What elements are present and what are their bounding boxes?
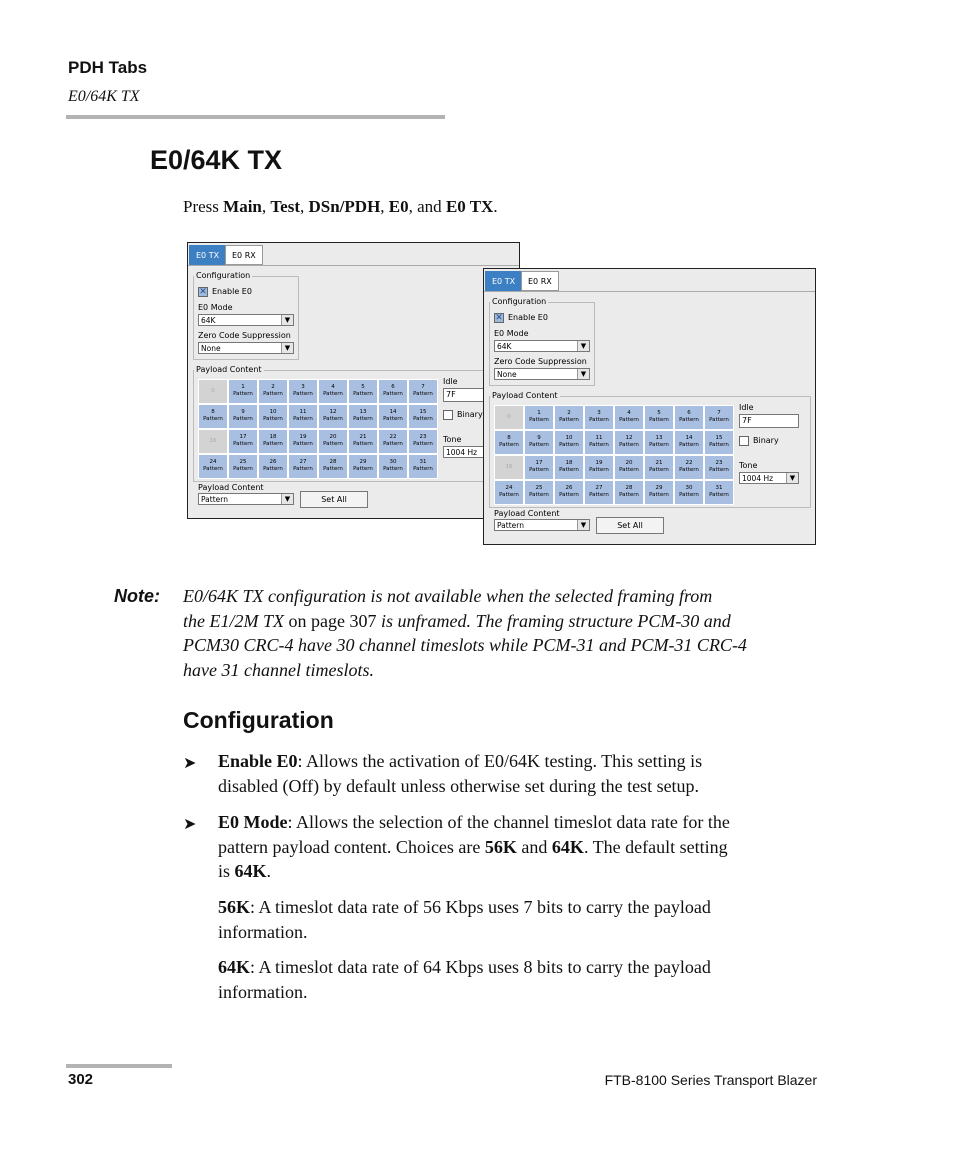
e0-tx-window-back — [187, 242, 520, 519]
footer-rule — [66, 1064, 172, 1068]
timeslot-cell-25[interactable]: 25 Pattern — [228, 454, 258, 479]
idle-label: Idle — [443, 377, 458, 386]
chevron-down-icon: ▼ — [281, 494, 293, 504]
timeslot-grid — [494, 405, 734, 505]
binary-checkbox[interactable] — [443, 410, 453, 420]
running-header-section: PDH Tabs — [68, 58, 148, 77]
timeslot-cell-17[interactable]: 17 Pattern — [228, 429, 258, 454]
timeslot-cell-2[interactable]: 2 Pattern — [554, 405, 584, 430]
timeslot-cell-27[interactable]: 27 Pattern — [584, 480, 614, 505]
tab-e0-tx[interactable]: E0 TX — [485, 271, 522, 291]
chevron-down-icon: ▼ — [577, 341, 589, 351]
timeslot-cell-21[interactable]: 21 Pattern — [644, 455, 674, 480]
timeslot-cell-15[interactable]: 15 Pattern — [408, 404, 438, 429]
zero-code-suppression-label: Zero Code Suppression — [494, 357, 587, 366]
timeslot-cell-9[interactable]: 9 Pattern — [228, 404, 258, 429]
timeslot-cell-0-disabled: 0 — [198, 379, 228, 404]
56k-description: 56K: A timeslot data rate of 56 Kbps uses 7 bits to carry the payload information. — [218, 897, 711, 942]
running-header-subsection: E0/64K TX — [68, 88, 140, 105]
idle-input[interactable]: 7F — [443, 388, 503, 402]
tab-e0-rx[interactable]: E0 RX — [521, 271, 559, 291]
timeslot-cell-3[interactable]: 3 Pattern — [584, 405, 614, 430]
timeslot-cell-17[interactable]: 17 Pattern — [524, 455, 554, 480]
timeslot-cell-5[interactable]: 5 Pattern — [644, 405, 674, 430]
payload-content-group-label: Payload Content — [196, 365, 262, 374]
timeslot-cell-16-disabled: 16 — [494, 455, 524, 480]
timeslot-cell-10[interactable]: 10 Pattern — [258, 404, 288, 429]
timeslot-cell-29[interactable]: 29 Pattern — [348, 454, 378, 479]
note-text: E0/64K TX configuration is not available when the selected framing from the E1/2M TX on page 307 is unframed. The framing structure PCM-30 and PCM30 CRC-4 have 30 channel timeslots while PCM-31 and PCM-31 CRC-4 have 31 channel timeslots. — [183, 586, 747, 680]
tone-label: Tone — [739, 461, 758, 470]
chevron-down-icon: ▼ — [281, 315, 293, 325]
configuration-group-label: Configuration — [196, 271, 251, 280]
timeslot-cell-11[interactable]: 11 Pattern — [288, 404, 318, 429]
e0-mode-description: E0 Mode: Allows the selection of the channel timeslot data rate for the pattern payload content. Choices are 56K and 64K. The default setting is 64K. — [218, 812, 730, 881]
timeslot-cell-21[interactable]: 21 Pattern — [348, 429, 378, 454]
intro-paragraph: Press Main, Test, DSn/PDH, E0, and E0 TX. — [183, 197, 498, 216]
enable-e0-checkbox[interactable]: ✕ — [495, 313, 503, 323]
header-rule — [66, 115, 445, 119]
page-title: E0/64K TX — [150, 145, 283, 175]
e0-mode-select[interactable]: 64K ▼ — [198, 314, 294, 326]
timeslot-cell-20[interactable]: 20 Pattern — [318, 429, 348, 454]
timeslot-cell-8[interactable]: 8 Pattern — [198, 404, 228, 429]
timeslot-cell-9[interactable]: 9 Pattern — [524, 430, 554, 455]
idle-label: Idle — [739, 403, 754, 412]
64k-description: 64K: A timeslot data rate of 64 Kbps uses 8 bits to carry the payload information. — [218, 957, 711, 1002]
timeslot-cell-8[interactable]: 8 Pattern — [494, 430, 524, 455]
timeslot-cell-23[interactable]: 23 Pattern — [408, 429, 438, 454]
chevron-down-icon: ▼ — [786, 473, 798, 483]
timeslot-cell-4[interactable]: 4 Pattern — [318, 379, 348, 404]
timeslot-cell-19[interactable]: 19 Pattern — [288, 429, 318, 454]
timeslot-cell-13[interactable]: 13 Pattern — [348, 404, 378, 429]
timeslot-cell-18[interactable]: 18 Pattern — [554, 455, 584, 480]
payload-content-select[interactable]: Pattern ▼ — [198, 493, 294, 505]
timeslot-cell-22[interactable]: 22 Pattern — [378, 429, 408, 454]
tone-label: Tone — [443, 435, 462, 444]
tab-e0-rx[interactable]: E0 RX — [225, 245, 263, 265]
timeslot-cell-10[interactable]: 10 Pattern — [554, 430, 584, 455]
tab-divider — [484, 291, 815, 292]
enable-e0-label: Enable E0 — [212, 287, 252, 296]
timeslot-cell-14[interactable]: 14 Pattern — [674, 430, 704, 455]
timeslot-cell-24[interactable]: 24 Pattern — [198, 454, 228, 479]
timeslot-cell-26[interactable]: 26 Pattern — [258, 454, 288, 479]
e0-mode-label: E0 Mode — [494, 329, 529, 338]
binary-label: Binary — [457, 410, 483, 419]
timeslot-cell-28[interactable]: 28 Pattern — [614, 480, 644, 505]
bullet-arrow-icon: ➤ — [183, 755, 197, 772]
enable-e0-checkbox[interactable]: ✕ — [199, 287, 207, 297]
timeslot-grid — [198, 379, 438, 479]
timeslot-cell-29[interactable]: 29 Pattern — [644, 480, 674, 505]
timeslot-cell-3[interactable]: 3 Pattern — [288, 379, 318, 404]
e0-tx-window-front — [483, 268, 816, 545]
timeslot-cell-1[interactable]: 1 Pattern — [228, 379, 258, 404]
timeslot-cell-22[interactable]: 22 Pattern — [674, 455, 704, 480]
set-all-button[interactable]: Set All — [596, 517, 664, 534]
set-all-button[interactable]: Set All — [300, 491, 368, 508]
e0-mode-label: E0 Mode — [198, 303, 233, 312]
zero-code-suppression-select[interactable]: None ▼ — [198, 342, 294, 354]
timeslot-cell-19[interactable]: 19 Pattern — [584, 455, 614, 480]
timeslot-cell-25[interactable]: 25 Pattern — [524, 480, 554, 505]
configuration-group-label: Configuration — [492, 297, 547, 306]
binary-label: Binary — [753, 436, 779, 445]
timeslot-cell-23[interactable]: 23 Pattern — [704, 455, 734, 480]
timeslot-cell-14[interactable]: 14 Pattern — [378, 404, 408, 429]
timeslot-cell-27[interactable]: 27 Pattern — [288, 454, 318, 479]
chevron-down-icon: ▼ — [577, 520, 589, 530]
timeslot-cell-13[interactable]: 13 Pattern — [644, 430, 674, 455]
timeslot-cell-18[interactable]: 18 Pattern — [258, 429, 288, 454]
tone-select[interactable]: 1004 Hz ▼ — [739, 472, 799, 484]
payload-content-select[interactable]: Pattern ▼ — [494, 519, 590, 531]
tone-select[interactable]: 1004 Hz — [443, 446, 503, 458]
chevron-down-icon: ▼ — [577, 369, 589, 379]
timeslot-cell-20[interactable]: 20 Pattern — [614, 455, 644, 480]
tab-divider — [188, 265, 519, 266]
enable-e0-description: Enable E0: Allows the activation of E0/64K testing. This setting is disabled (Off) by default unless otherwise set during the test setup. — [218, 751, 703, 796]
timeslot-cell-11[interactable]: 11 Pattern — [584, 430, 614, 455]
timeslot-cell-6[interactable]: 6 Pattern — [378, 379, 408, 404]
tab-e0-tx[interactable]: E0 TX — [189, 245, 226, 265]
timeslot-cell-6[interactable]: 6 Pattern — [674, 405, 704, 430]
zero-code-suppression-select[interactable]: None ▼ — [494, 368, 590, 380]
timeslot-cell-15[interactable]: 15 Pattern — [704, 430, 734, 455]
idle-input[interactable]: 7F — [739, 414, 799, 428]
timeslot-cell-24[interactable]: 24 Pattern — [494, 480, 524, 505]
timeslot-cell-30[interactable]: 30 Pattern — [674, 480, 704, 505]
payload-content-label: Payload Content — [494, 509, 560, 518]
timeslot-cell-0-disabled: 0 — [494, 405, 524, 430]
timeslot-cell-31[interactable]: 31 Pattern — [408, 454, 438, 479]
timeslot-cell-12[interactable]: 12 Pattern — [318, 404, 348, 429]
timeslot-cell-1[interactable]: 1 Pattern — [524, 405, 554, 430]
page-number: 302 — [68, 1071, 94, 1088]
timeslot-cell-26[interactable]: 26 Pattern — [554, 480, 584, 505]
note-label: Note: — [114, 586, 160, 606]
timeslot-cell-31[interactable]: 31 Pattern — [704, 480, 734, 505]
timeslot-cell-30[interactable]: 30 Pattern — [378, 454, 408, 479]
timeslot-cell-28[interactable]: 28 Pattern — [318, 454, 348, 479]
timeslot-cell-12[interactable]: 12 Pattern — [614, 430, 644, 455]
timeslot-cell-16-disabled: 16 — [198, 429, 228, 454]
configuration-heading: Configuration — [183, 707, 334, 733]
timeslot-cell-2[interactable]: 2 Pattern — [258, 379, 288, 404]
zero-code-suppression-label: Zero Code Suppression — [198, 331, 291, 340]
payload-content-label: Payload Content — [198, 483, 264, 492]
timeslot-cell-7[interactable]: 7 Pattern — [408, 379, 438, 404]
timeslot-cell-5[interactable]: 5 Pattern — [348, 379, 378, 404]
timeslot-cell-7[interactable]: 7 Pattern — [704, 405, 734, 430]
timeslot-cell-4[interactable]: 4 Pattern — [614, 405, 644, 430]
binary-checkbox[interactable] — [739, 436, 749, 446]
enable-e0-label: Enable E0 — [508, 313, 548, 322]
chevron-down-icon: ▼ — [281, 343, 293, 353]
payload-content-group-label: Payload Content — [492, 391, 558, 400]
e0-mode-select[interactable]: 64K ▼ — [494, 340, 590, 352]
product-name: FTB-8100 Series Transport Blazer — [604, 1072, 817, 1088]
bullet-arrow-icon: ➤ — [183, 816, 197, 833]
